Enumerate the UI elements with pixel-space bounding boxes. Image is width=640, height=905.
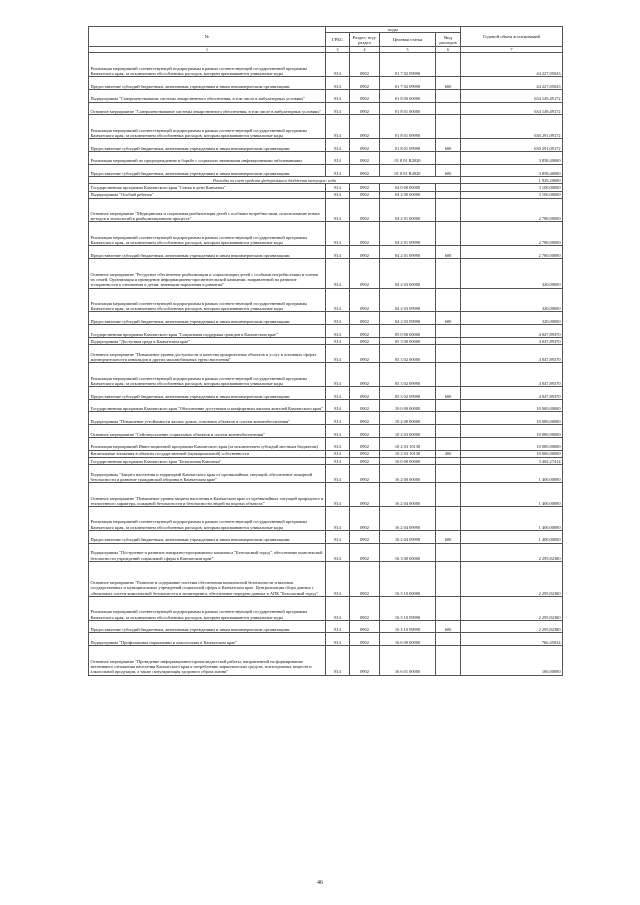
row-razdel: 0902 (350, 620, 380, 633)
row-razdel: 0902 (350, 312, 380, 325)
row-sum: 4 047,89370 (461, 387, 563, 400)
row-csr: 05 3 02 00000 (380, 344, 436, 362)
row-grbs: 814 (326, 259, 350, 289)
row-sum: 4 047,89370 (461, 325, 563, 338)
table-row (89, 363, 563, 387)
table-row (89, 344, 563, 362)
table-row (89, 312, 563, 325)
row-grbs: 814 (326, 89, 350, 102)
table-row (89, 543, 563, 561)
budget-table (88, 26, 563, 676)
row-razdel: 0902 (350, 246, 380, 259)
row-sum: 2 295,82380 (461, 620, 563, 633)
row-vr (436, 259, 461, 289)
row-name: Предоставление субсидий бюджетным, автономным учреждениям и иным некоммерческим организациям (89, 77, 326, 90)
row-csr: 04 2 03 09990 (380, 312, 436, 325)
row-note: Расходы за счет средств федерального бюджета текущего года (89, 177, 461, 184)
row-grbs: 814 (326, 506, 350, 530)
row-grbs: 814 (326, 387, 350, 400)
row-sum: 44 227,05043 (461, 77, 563, 90)
row-name: Подпрограмма "Профилактика наркомании и алкоголизма в Камчатском крае" (89, 633, 326, 646)
row-name: Основное мероприятие "Медицинская и социальная реабилитация детей с особыми потребностями, использование новых методов и технологий в реабилитационном процессе" (89, 198, 326, 222)
row-csr: 01 8 01 R2020 (380, 151, 436, 164)
row-name: Реализация мероприятий соответствующей подпрограммы в рамках соответствующей государственной программы Камчатского края, за исключением обособленных расходов, которым присваиваются уникальные коды (89, 363, 326, 387)
row-name: Предоставление субсидий бюджетным, автономным учреждениям и иным некоммерческим организациям (89, 387, 326, 400)
row-razdel: 0902 (350, 464, 380, 482)
row-razdel: 0902 (350, 412, 380, 425)
table-row (89, 412, 563, 425)
row-grbs: 814 (326, 450, 350, 457)
row-csr: 04 0 00 00000 (380, 184, 436, 191)
row-csr: 10 2 03 10130 (380, 450, 436, 457)
row-razdel: 0902 (350, 344, 380, 362)
row-razdel: 0902 (350, 102, 380, 115)
row-razdel: 0902 (350, 115, 380, 139)
column-number: 7 (461, 47, 563, 53)
row-razdel: 0902 (350, 53, 380, 77)
row-vr (436, 344, 461, 362)
header-razdel: Раздел, под-раздел (350, 33, 380, 47)
row-name: Государственная программа Камчатского края "Семья и дети Камчатки" (89, 184, 326, 191)
table-row (89, 184, 563, 191)
row-sum: 2 295,82380 (461, 596, 563, 620)
row-name: Государственная программа Камчатского края "Обеспечение доступным и комфортным жильем жителей Камчатского края" (89, 399, 326, 412)
row-name: Предоставление субсидий бюджетным, автономным учреждениям и иным некоммерческим организациям (89, 164, 326, 177)
table-row (89, 191, 563, 198)
row-grbs: 814 (326, 139, 350, 152)
row-grbs: 814 (326, 561, 350, 596)
row-sum: 3 100,00000 (461, 184, 563, 191)
row-vr (436, 425, 461, 438)
row-razdel: 0902 (350, 646, 380, 676)
row-vr: 600 (436, 312, 461, 325)
row-name: Реализация мероприятий по предупреждению и борьбе с социально значимыми инфекционными заболеваниями (89, 151, 326, 164)
row-grbs: 814 (326, 312, 350, 325)
table-row (89, 198, 563, 222)
row-razdel: 0902 (350, 633, 380, 646)
row-name: Основное мероприятие "Сейсмоусиление социальных объектов и систем жизнеобеспечения" (89, 425, 326, 438)
row-grbs: 814 (326, 646, 350, 676)
row-name: Предоставление субсидий бюджетным, автономным учреждениям и иным некоммерческим организациям (89, 530, 326, 543)
table-row (89, 633, 563, 646)
row-sum: 4 047,89370 (461, 363, 563, 387)
row-razdel: 0902 (350, 363, 380, 387)
row-name: Предоставление субсидий бюджетным, автономным учреждениям и иным некоммерческим организациям (89, 312, 326, 325)
table-row (89, 561, 563, 596)
row-razdel: 0902 (350, 151, 380, 164)
row-grbs: 814 (326, 412, 350, 425)
table-row (89, 450, 563, 457)
row-sum: 1 400,00000 (461, 464, 563, 482)
row-razdel: 0902 (350, 325, 380, 338)
row-csr: 10 2 03 10130 (380, 437, 436, 450)
table-row (89, 246, 563, 259)
row-csr: 04 2 03 09990 (380, 288, 436, 312)
header-total: Годовой объем ассигнований (461, 27, 563, 47)
row-vr (436, 222, 461, 246)
row-grbs: 814 (326, 620, 350, 633)
table-row (89, 102, 563, 115)
row-sum: 10 000,00000 (461, 450, 563, 457)
row-vr (436, 561, 461, 596)
row-vr: 600 (436, 246, 461, 259)
row-grbs: 814 (326, 530, 350, 543)
table-row (89, 596, 563, 620)
header-codes: коды (326, 27, 461, 33)
row-grbs: 814 (326, 288, 350, 312)
row-grbs: 814 (326, 464, 350, 482)
row-sum: 4 047,89370 (461, 344, 563, 362)
row-razdel: 0902 (350, 457, 380, 464)
row-sum: 10 000,00000 (461, 412, 563, 425)
row-vr (436, 53, 461, 77)
row-csr: 01 7 02 09990 (380, 53, 436, 77)
row-sum: 1 929,20000 (461, 177, 563, 184)
row-razdel: 0902 (350, 425, 380, 438)
row-vr (436, 89, 461, 102)
row-vr (436, 399, 461, 412)
row-grbs: 814 (326, 425, 350, 438)
row-csr: 01 8 01 09990 (380, 139, 436, 152)
row-csr: 16 2 00 00000 (380, 464, 436, 482)
header-csr: Целевая статья (380, 33, 436, 47)
row-csr: 16 2 04 09990 (380, 506, 436, 530)
row-name: Подпрограмма "Особый ребенок" (89, 191, 326, 198)
column-number: 3 (326, 47, 350, 53)
row-razdel: 0902 (350, 483, 380, 507)
row-razdel: 0902 (350, 437, 380, 450)
row-csr: 16 3 10 09990 (380, 620, 436, 633)
row-csr: 16 6 00 00000 (380, 633, 436, 646)
row-sum: 320,00000 (461, 288, 563, 312)
column-number: 5 (380, 47, 436, 53)
row-vr: 600 (436, 164, 461, 177)
table-row (89, 530, 563, 543)
row-vr (436, 543, 461, 561)
row-sum: 3 858,40000 (461, 151, 563, 164)
row-name: Подпрограмма "Доступная среда в Камчатском крае" (89, 337, 326, 344)
row-razdel: 0902 (350, 399, 380, 412)
row-razdel: 0902 (350, 139, 380, 152)
row-name: Предоставление субсидий бюджетным, автономным учреждениям и иным некоммерческим организациям (89, 246, 326, 259)
row-sum: 2 295,82380 (461, 543, 563, 561)
table-row (89, 506, 563, 530)
row-vr (436, 102, 461, 115)
row-name: Реализация мероприятий соответствующей подпрограммы в рамках соответствующей государственной программы Камчатского края, за исключением обособленных расходов, которым присваиваются уникальные коды (89, 506, 326, 530)
row-sum: 10 000,00000 (461, 399, 563, 412)
row-razdel: 0902 (350, 596, 380, 620)
row-vr (436, 337, 461, 344)
row-vr (436, 115, 461, 139)
row-vr: 600 (436, 387, 461, 400)
row-grbs: 814 (326, 164, 350, 177)
row-name: Реализация мероприятий соответствующей подпрограммы в рамках соответствующей государственной программы Камчатского края, за исключением обособленных расходов, которым присваиваются уникальные коды (89, 115, 326, 139)
row-csr: 16 2 04 00000 (380, 483, 436, 507)
row-sum: 1 400,00000 (461, 506, 563, 530)
row-grbs: 814 (326, 198, 350, 222)
header-grbs: ГРБС (326, 33, 350, 47)
row-vr (436, 457, 461, 464)
row-vr (436, 506, 461, 530)
column-number: 1 (89, 47, 326, 53)
page-number: 46 (317, 880, 323, 886)
row-sum: 320,00000 (461, 312, 563, 325)
row-vr (436, 412, 461, 425)
row-csr: 16 3 00 00000 (380, 543, 436, 561)
row-name: Основное мероприятие "Совершенствование системы лекарственного обеспечения, в том числе в амбулаторных условиях" (89, 102, 326, 115)
row-vr: 600 (436, 620, 461, 633)
row-grbs: 814 (326, 633, 350, 646)
row-csr: 01 8 01 R2020 (380, 164, 436, 177)
row-razdel: 0902 (350, 184, 380, 191)
row-grbs: 814 (326, 77, 350, 90)
row-vr (436, 464, 461, 482)
row-razdel: 0902 (350, 450, 380, 457)
row-vr (436, 325, 461, 338)
row-razdel: 0902 (350, 259, 380, 289)
row-sum: 3 462,27414 (461, 457, 563, 464)
row-name: Реализация мероприятий соответствующей подпрограммы в рамках соответствующей государственной программы Камчатского края, за исключением обособленных расходов, которым присваиваются уникальные коды (89, 288, 326, 312)
row-csr: 05 3 00 00000 (380, 337, 436, 344)
table-row (89, 646, 563, 676)
table-row (89, 337, 563, 344)
table-row (89, 259, 563, 289)
header-vr: Вид расходов (436, 33, 461, 47)
row-name: Реализация мероприятий Инвестиционной программы Камчатского края (за исключением субсидий местным бюджетам) (89, 437, 326, 450)
row-name: Реализация мероприятий соответствующей подпрограммы в рамках соответствующей государственной программы Камчатского края, за исключением обособленных расходов, которым присваиваются уникальные коды (89, 596, 326, 620)
row-grbs: 814 (326, 53, 350, 77)
row-name: Основное мероприятие "Развитие и содержание системы обеспечения комплексной безопасности и вызовов государственных и муниципальных учреждений социальной сферы в Камчатском крае. Централизация сбора данных с объектовых систем комплексной безопасности и мониторинга, обеспечение передачи данных в АПК "Безопасный город" (89, 561, 326, 596)
row-grbs: 814 (326, 457, 350, 464)
row-grbs: 814 (326, 191, 350, 198)
row-csr: 05 0 00 00000 (380, 325, 436, 338)
row-csr: 10 2 03 00000 (380, 425, 436, 438)
row-sum: 100,00000 (461, 646, 563, 676)
table-row (89, 53, 563, 77)
table-row (89, 483, 563, 507)
row-sum: 630 291,09172 (461, 139, 563, 152)
row-grbs: 814 (326, 543, 350, 561)
row-name: Подпрограмма "Повышение устойчивости жилых домов, основных объектов и систем жизнеобеспечения" (89, 412, 326, 425)
row-csr: 16 0 00 00000 (380, 457, 436, 464)
row-sum: 634 149,49172 (461, 89, 563, 102)
table-row (89, 151, 563, 164)
table-row (89, 115, 563, 139)
row-vr: 400 (436, 450, 461, 457)
row-grbs: 814 (326, 184, 350, 191)
table-row (89, 164, 563, 177)
row-razdel: 0902 (350, 288, 380, 312)
row-name: Предоставление субсидий бюджетным, автономным учреждениям и иным некоммерческим организациям (89, 139, 326, 152)
row-razdel: 0902 (350, 222, 380, 246)
row-csr: 10 2 00 00000 (380, 412, 436, 425)
row-vr (436, 596, 461, 620)
row-razdel: 0902 (350, 198, 380, 222)
row-vr (436, 633, 461, 646)
row-csr: 04 2 01 09990 (380, 246, 436, 259)
row-name: Подпрограмма "Построение и развитие аппаратно-программного комплекса "Безопасный город", обеспечение комплексной безопасности учреждений социальной сферы в Камчатском крае" (89, 543, 326, 561)
table-row (89, 399, 563, 412)
row-sum: 2 780,00000 (461, 198, 563, 222)
row-razdel: 0902 (350, 191, 380, 198)
table-row (89, 288, 563, 312)
row-csr: 01 8 01 09990 (380, 115, 436, 139)
row-grbs: 814 (326, 246, 350, 259)
table-row (89, 222, 563, 246)
row-csr: 04 2 00 00000 (380, 191, 436, 198)
row-csr: 16 3 10 00000 (380, 561, 436, 596)
row-grbs: 814 (326, 399, 350, 412)
row-vr: 600 (436, 530, 461, 543)
row-vr (436, 184, 461, 191)
row-csr: 04 2 01 09990 (380, 222, 436, 246)
row-csr: 16 2 04 09990 (380, 530, 436, 543)
row-sum: 1 400,00000 (461, 530, 563, 543)
row-vr (436, 646, 461, 676)
row-grbs: 814 (326, 151, 350, 164)
budget-sheet (88, 26, 562, 676)
row-csr: 04 2 03 00000 (380, 259, 436, 289)
row-sum: 3 100,00000 (461, 191, 563, 198)
row-sum: 44 227,05043 (461, 53, 563, 77)
row-sum: 634 149,49172 (461, 102, 563, 115)
row-sum: 10 000,00000 (461, 425, 563, 438)
table-note-row (89, 177, 563, 184)
header-no: № (89, 27, 326, 47)
table-row (89, 620, 563, 633)
row-vr (436, 437, 461, 450)
row-grbs: 814 (326, 337, 350, 344)
row-name: Подпрограмма "Защита населения и территорий Камчатского края от чрезвычайных ситуаций, обеспечение пожарной безопасности и развитие гражданской обороны в Камчатском крае" (89, 464, 326, 482)
row-vr: 600 (436, 139, 461, 152)
row-razdel: 0902 (350, 77, 380, 90)
row-name: Государственная программа Камчатского края "Социальная поддержка граждан в Камчатском крае" (89, 325, 326, 338)
row-grbs: 814 (326, 363, 350, 387)
table-body (89, 53, 563, 675)
table-row (89, 325, 563, 338)
row-vr (436, 191, 461, 198)
row-csr: 05 3 02 09990 (380, 363, 436, 387)
row-csr: 01 8 01 00000 (380, 102, 436, 115)
row-vr (436, 198, 461, 222)
row-csr: 05 3 02 09990 (380, 387, 436, 400)
row-vr: 600 (436, 77, 461, 90)
row-name: Реализация мероприятий соответствующей подпрограммы в рамках соответствующей государственной программы Камчатского края, за исключением обособленных расходов, которым присваиваются уникальные коды (89, 53, 326, 77)
row-sum: 10 000,00000 (461, 437, 563, 450)
table-row (89, 139, 563, 152)
row-csr: 01 7 02 09990 (380, 77, 436, 90)
row-razdel: 0902 (350, 543, 380, 561)
row-vr (436, 363, 461, 387)
row-grbs: 814 (326, 483, 350, 507)
row-name: Основное мероприятие "Повышение уровня доступности и качества приоритетных объектов и услуг в основных сферах жизнедеятельности инвалидов и других маломобильных групп населения" (89, 344, 326, 362)
row-razdel: 0902 (350, 561, 380, 596)
row-razdel: 0902 (350, 164, 380, 177)
row-name: Основное мероприятие "Ресурсное обеспечение реабилитации и социализации детей с особыми потребностями и членов их семей. Организация и проведение информационно-просветительской кампании, направленной на развитие толерантности к отношении к детям, имеющим нарушения в развитии" (89, 259, 326, 289)
row-razdel: 0902 (350, 506, 380, 530)
row-sum: 766,45034 (461, 633, 563, 646)
table-row (89, 464, 563, 482)
table-row (89, 387, 563, 400)
row-csr: 16 3 10 09990 (380, 596, 436, 620)
row-razdel: 0902 (350, 387, 380, 400)
row-csr: 01 8 00 00000 (380, 89, 436, 102)
row-csr: 04 2 01 00000 (380, 198, 436, 222)
table-row (89, 457, 563, 464)
row-name: Государственная программа Камчатского края "Безопасная Камчатка" (89, 457, 326, 464)
row-grbs: 814 (326, 437, 350, 450)
row-vr (436, 483, 461, 507)
row-sum: 2 780,00000 (461, 222, 563, 246)
row-grbs: 814 (326, 596, 350, 620)
row-name: Подпрограмма "Совершенствование системы лекарственного обеспечения, в том числе в амбулаторных условиях" (89, 89, 326, 102)
table-row (89, 437, 563, 450)
row-sum: 4 047,89370 (461, 337, 563, 344)
table-row (89, 425, 563, 438)
row-sum: 320,00000 (461, 259, 563, 289)
row-sum: 1 400,00000 (461, 483, 563, 507)
row-razdel: 0902 (350, 530, 380, 543)
row-grbs: 814 (326, 222, 350, 246)
row-csr: 10 0 00 00000 (380, 399, 436, 412)
row-vr (436, 151, 461, 164)
row-name: Основное мероприятие "Проведение информационно-пропагандистской работы, направленной на формирование негативного отношения населения Камчатского края к потреблению наркотических средств, психотропных веществ и алкогольной продукции, а также популяризация здорового образа жизни" (89, 646, 326, 676)
row-name: Предоставление субсидий бюджетным, автономным учреждениям и иным некоммерческим организациям (89, 620, 326, 633)
row-razdel: 0902 (350, 89, 380, 102)
row-name: Реализация мероприятий соответствующей подпрограммы в рамках соответствующей государственной программы Камчатского края, за исключением обособленных расходов, которым присваиваются уникальные коды (89, 222, 326, 246)
row-grbs: 814 (326, 344, 350, 362)
row-csr: 16 6 01 00000 (380, 646, 436, 676)
row-name: Капитальные вложения в объекты государственной (муниципальной) собственности (89, 450, 326, 457)
column-number: 4 (350, 47, 380, 53)
row-grbs: 814 (326, 325, 350, 338)
table-row (89, 77, 563, 90)
column-number: 6 (436, 47, 461, 53)
row-grbs: 814 (326, 115, 350, 139)
table-row (89, 89, 563, 102)
row-vr (436, 288, 461, 312)
row-grbs: 814 (326, 102, 350, 115)
row-sum: 630 291,09172 (461, 115, 563, 139)
row-sum: 2 295,82380 (461, 561, 563, 596)
row-sum: 3 858,40000 (461, 164, 563, 177)
row-sum: 2 780,00000 (461, 246, 563, 259)
row-razdel: 0902 (350, 337, 380, 344)
row-name: Основное мероприятие "Повышение уровня защиты населения в Камчатском крае от чрезвычайных ситуаций природного и техногенного характера, пожарной безопасности и безопасности людей на водных объектах" (89, 483, 326, 507)
